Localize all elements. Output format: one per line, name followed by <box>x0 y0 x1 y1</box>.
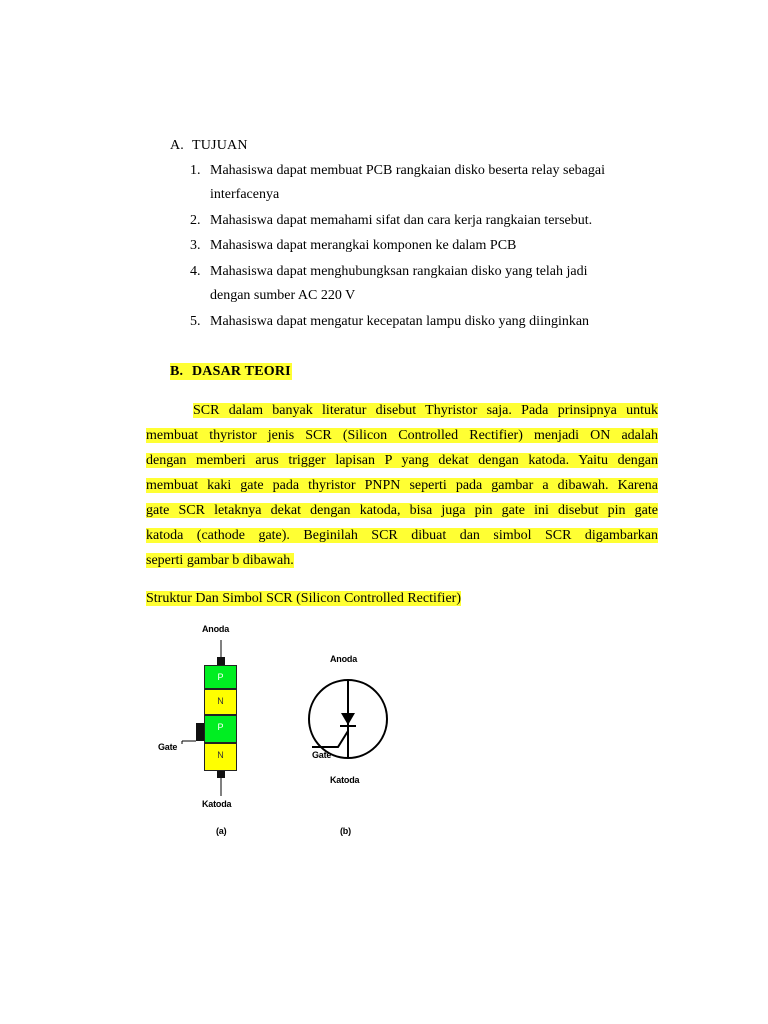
list-item-text: Mahasiswa dapat menghubungksan rangkaian disko yang telah jadi <box>210 264 588 279</box>
section-b-marker: B. <box>170 364 184 379</box>
section-a-title: TUJUAN <box>192 138 248 153</box>
structure-gate-label: Gate <box>158 742 178 752</box>
structure-cathode-label: Katoda <box>202 799 232 809</box>
symbol-gate-label: Gate <box>312 750 332 760</box>
list-item-text-continued: interfacenya <box>210 187 280 202</box>
symbol-sub-label: (b) <box>340 826 351 836</box>
layer-n1: N <box>204 689 237 715</box>
section-b-title: DASAR TEORI <box>192 364 291 379</box>
layer-p2: P <box>204 715 237 743</box>
paragraph-line: dengan memberi arus trigger lapisan P yang dekat dengan katoda. Yaitu dengan <box>146 453 658 468</box>
figure-caption: Struktur Dan Simbol SCR (Silicon Controlled Rectifier) <box>146 591 461 606</box>
structure-sub-label: (a) <box>216 826 227 836</box>
paragraph-line: gate SCR letaknya dekat dengan katoda, bisa juga pin gate ini disebut pin gate <box>146 503 658 518</box>
list-item-number: 1. <box>190 163 201 178</box>
section-a-marker: A. <box>170 138 185 153</box>
list-item-text-continued: dengan sumber AC 220 V <box>210 288 356 303</box>
paragraph-line: seperti gambar b dibawah. <box>146 553 294 568</box>
list-item-number: 2. <box>190 213 201 228</box>
list-item-text: Mahasiswa dapat mengatur kecepatan lampu disko yang diinginkan <box>210 314 590 329</box>
paragraph-line: membuat thyristor jenis SCR (Silicon Controlled Rectifier) menjadi ON adalah <box>146 428 658 443</box>
paragraph-line: katoda (cathode gate). Beginilah SCR dibuat dan simbol SCR digambarkan <box>146 528 658 543</box>
symbol-anode-label: Anoda <box>330 654 357 664</box>
list-item-text: Mahasiswa dapat merangkai komponen ke dalam PCB <box>210 238 517 253</box>
layer-n2: N <box>204 743 237 771</box>
list-item-number: 3. <box>190 238 201 253</box>
paragraph-line: membuat kaki gate pada thyristor PNPN seperti pada gambar a dibawah. Karena <box>146 478 658 493</box>
symbol-cathode-label: Katoda <box>330 775 360 785</box>
list-item-text: Mahasiswa dapat membuat PCB rangkaian disko beserta relay sebagai <box>210 163 605 178</box>
structure-anode-label: Anoda <box>202 624 229 634</box>
list-item-number: 4. <box>190 264 201 279</box>
list-item-text: Mahasiswa dapat memahami sifat dan cara kerja rangkaian tersebut. <box>210 213 593 228</box>
layer-p1: P <box>204 665 237 689</box>
paragraph-line: SCR dalam banyak literatur disebut Thyristor saja. Pada prinsipnya untuk <box>193 403 658 418</box>
list-item-number: 5. <box>190 314 201 329</box>
